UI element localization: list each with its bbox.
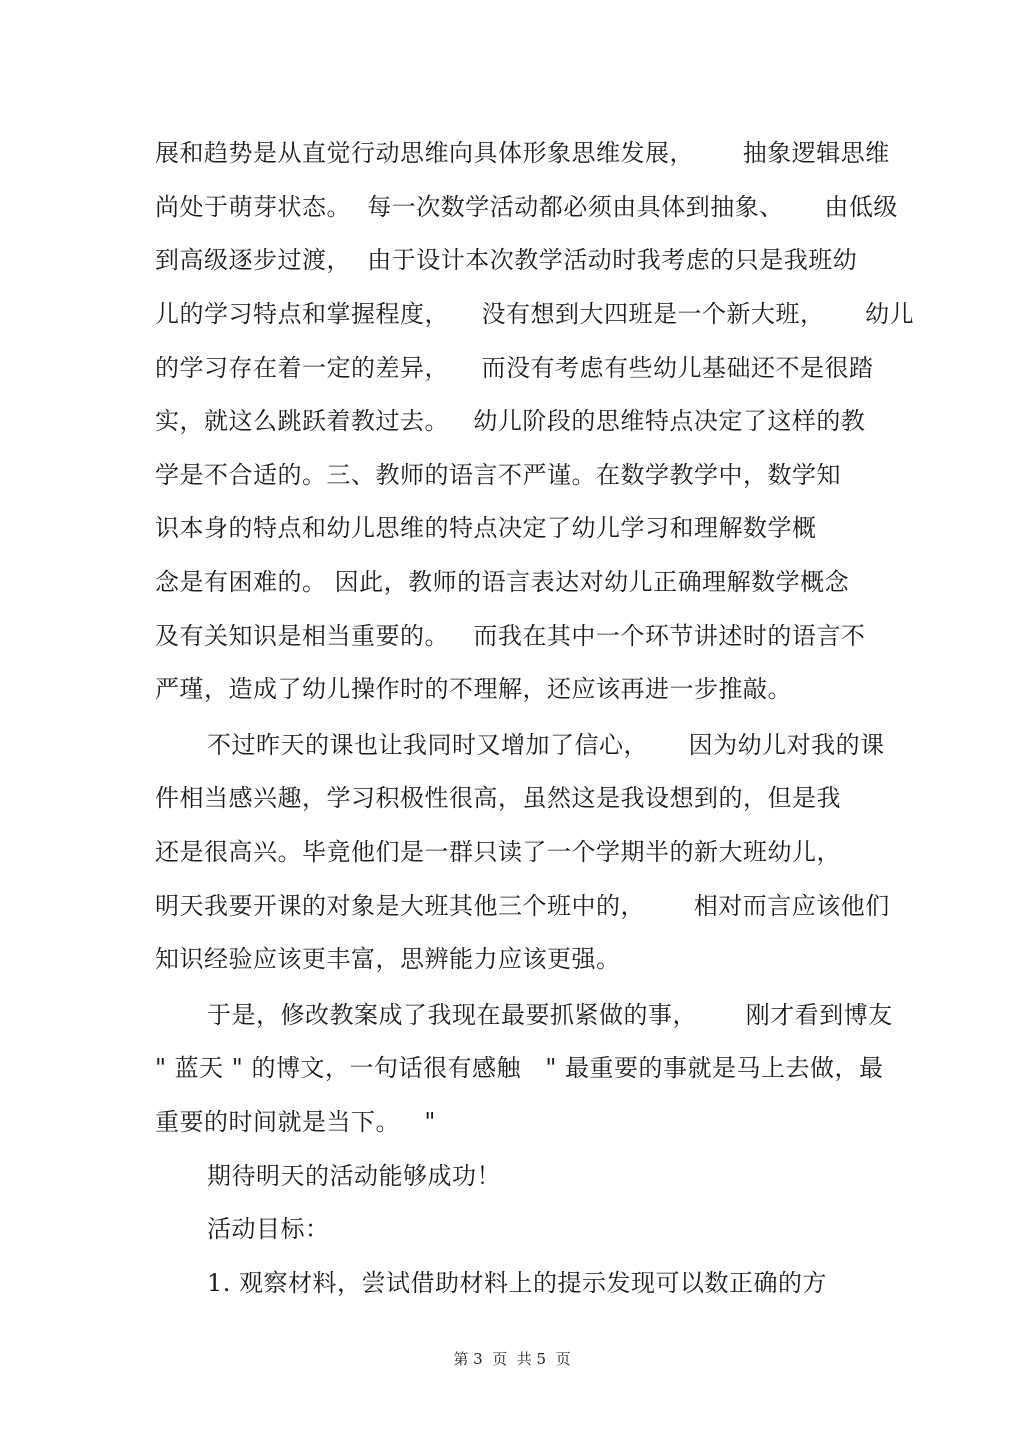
text-line: 件相当感兴趣，学习积极性很高，虽然这是我设想到的，但是我 — [155, 784, 841, 812]
text-line: 严瑾，造成了幼儿操作时的不理解，还应该再进一步推敲。 — [155, 675, 792, 703]
section-heading: 活动目标： — [207, 1215, 330, 1243]
list-item: 1. 观察材料，尝试借助材料上的提示发现可以数正确的方 — [207, 1269, 828, 1297]
text-line: 儿的学习特点和掌握程度， 没有想到大四班是一个新大班， 幼儿 — [155, 300, 915, 328]
text-line: 还是很高兴。毕竟他们是一群只读了一个学期半的新大班幼儿， — [155, 838, 841, 866]
text-line: 念是有困难的。 因此，教师的语言表达对幼儿正确理解数学概念 — [155, 568, 850, 596]
text-line: 重要的时间就是当下。 " — [155, 1108, 436, 1136]
text-line: 知识经验应该更丰富，思辨能力应该更强。 — [155, 945, 621, 973]
paragraph-start-line: 不过昨天的课也让我同时又增加了信心， 因为幼儿对我的课 — [207, 731, 885, 759]
text-line: 到高级逐步过渡， 由于设计本次教学活动时我考虑的只是我班幼 — [155, 246, 858, 274]
text-line: " 蓝天 " 的博文，一句话很有感触 " 最重要的事就是马上去做，最 — [155, 1054, 884, 1082]
text-line: 及有关知识是相当重要的。 而我在其中一个环节讲述时的语言不 — [155, 622, 866, 650]
text-line: 尚处于萌芽状态。 每一次数学活动都必须由具体到抽象、 由低级 — [155, 193, 898, 221]
text-line: 的学习存在着一定的差异， 而没有考虑有些幼儿基础还不是很踏 — [155, 354, 874, 382]
text-line: 明天我要开课的对象是大班其他三个班中的， 相对而言应该他们 — [155, 892, 890, 920]
paragraph-start-line: 期待明天的活动能够成功！ — [207, 1162, 501, 1190]
paragraph-start-line: 于是，修改教案成了我现在最要抓紧做的事， 刚才看到博友 — [207, 1001, 893, 1029]
text-line: 展和趋势是从直觉行动思维向具体形象思维发展， 抽象逻辑思维 — [155, 139, 890, 167]
text-line: 实，就这么跳跃着教过去。 幼儿阶段的思维特点决定了这样的教 — [155, 407, 866, 435]
text-line: 学是不合适的。三、教师的语言不严谨。在数学教学中，数学知 — [155, 461, 841, 489]
page-number-footer: 第 3 页 共 5 页 — [453, 1350, 571, 1368]
text-line: 识本身的特点和幼儿思维的特点决定了幼儿学习和理解数学概 — [155, 514, 817, 542]
